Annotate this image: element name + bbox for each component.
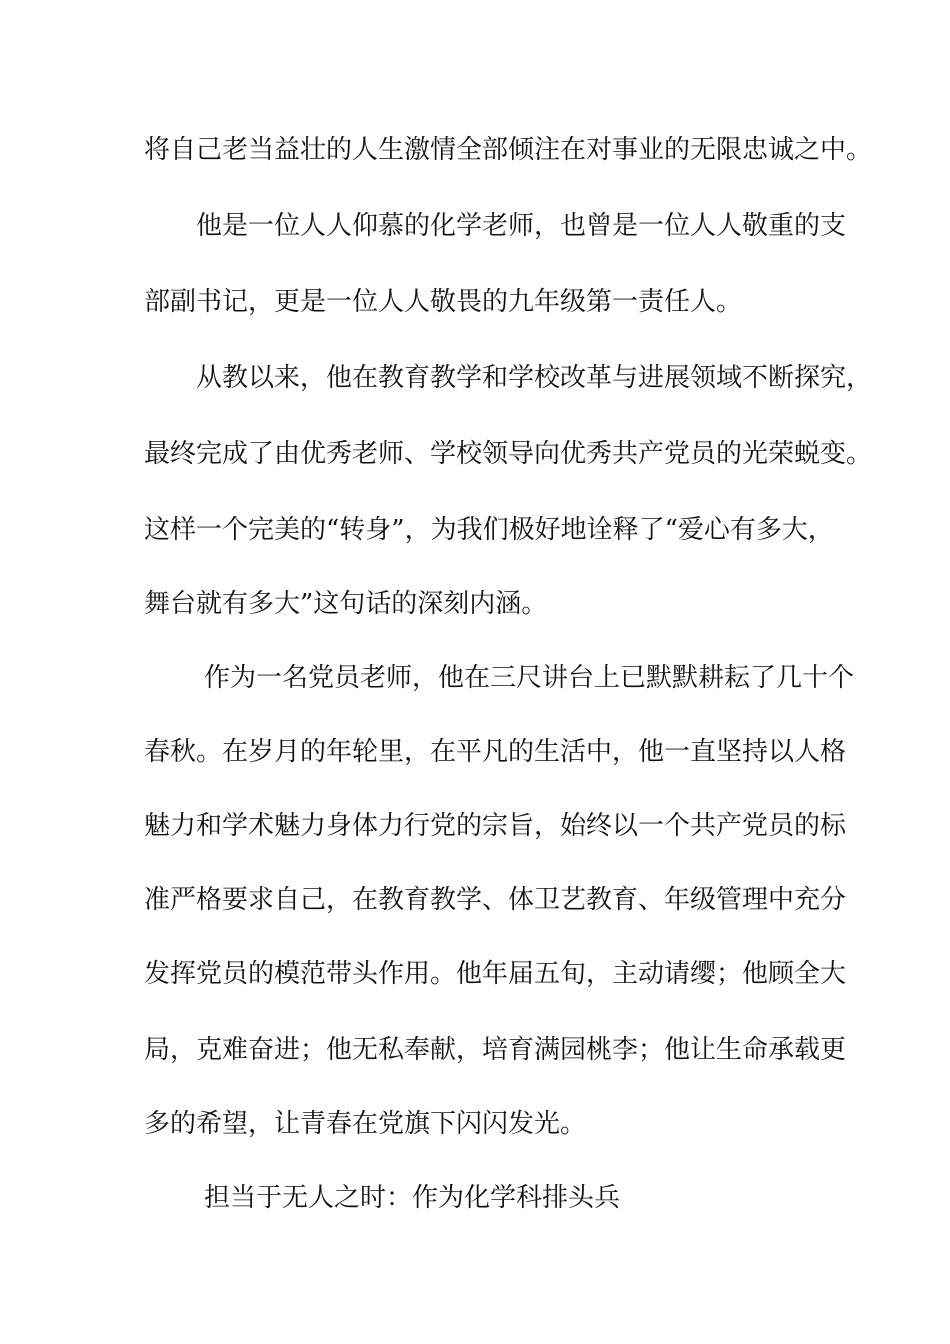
text-line-2: 他是一位人人仰慕的化学老师，也曾是一位人人敬重的支	[196, 211, 847, 241]
text-line-9: 春秋。在岁月的年轮里，在平凡的生活中，他一直坚持以人格	[144, 737, 847, 767]
text-line-11: 准严格要求自己，在教育教学、体卫艺教育、年级管理中充分	[144, 885, 847, 915]
text-line-5: 最终完成了由优秀老师、学校领导向优秀共产党员的光荣蜕变。	[144, 439, 873, 469]
text-line-10: 魅力和学术魅力身体力行党的宗旨，始终以一个共产党员的标	[144, 811, 847, 841]
text-line-14: 多的希望，让青春在党旗下闪闪发光。	[144, 1109, 587, 1139]
text-line-7: 舞台就有多大”这句话的深刻内涵。	[144, 589, 548, 619]
text-line-13: 局，克难奋进；他无私奉献，培育满园桃李；他让生命承载更	[144, 1035, 847, 1065]
text-line-12: 发挥党员的模范带头作用。他年届五旬，主动请缨；他顾全大	[144, 959, 847, 989]
text-line-3: 部副书记，更是一位人人敬畏的九年级第一责任人。	[144, 287, 743, 317]
text-line-1: 将自己老当益壮的人生激情全部倾注在对事业的无限忠诚之中。	[144, 135, 873, 165]
section-heading: 担当于无人之时：作为化学科排头兵	[204, 1183, 621, 1213]
text-line-6: 这样一个完美的“转身”，为我们极好地诠释了“爱心有多大，	[144, 515, 834, 545]
text-line-4: 从教以来，他在教育教学和学校改革与进展领域不断探究，	[196, 363, 873, 393]
text-line-8: 作为一名党员老师，他在三尺讲台上已默默耕耘了几十个	[204, 663, 855, 693]
